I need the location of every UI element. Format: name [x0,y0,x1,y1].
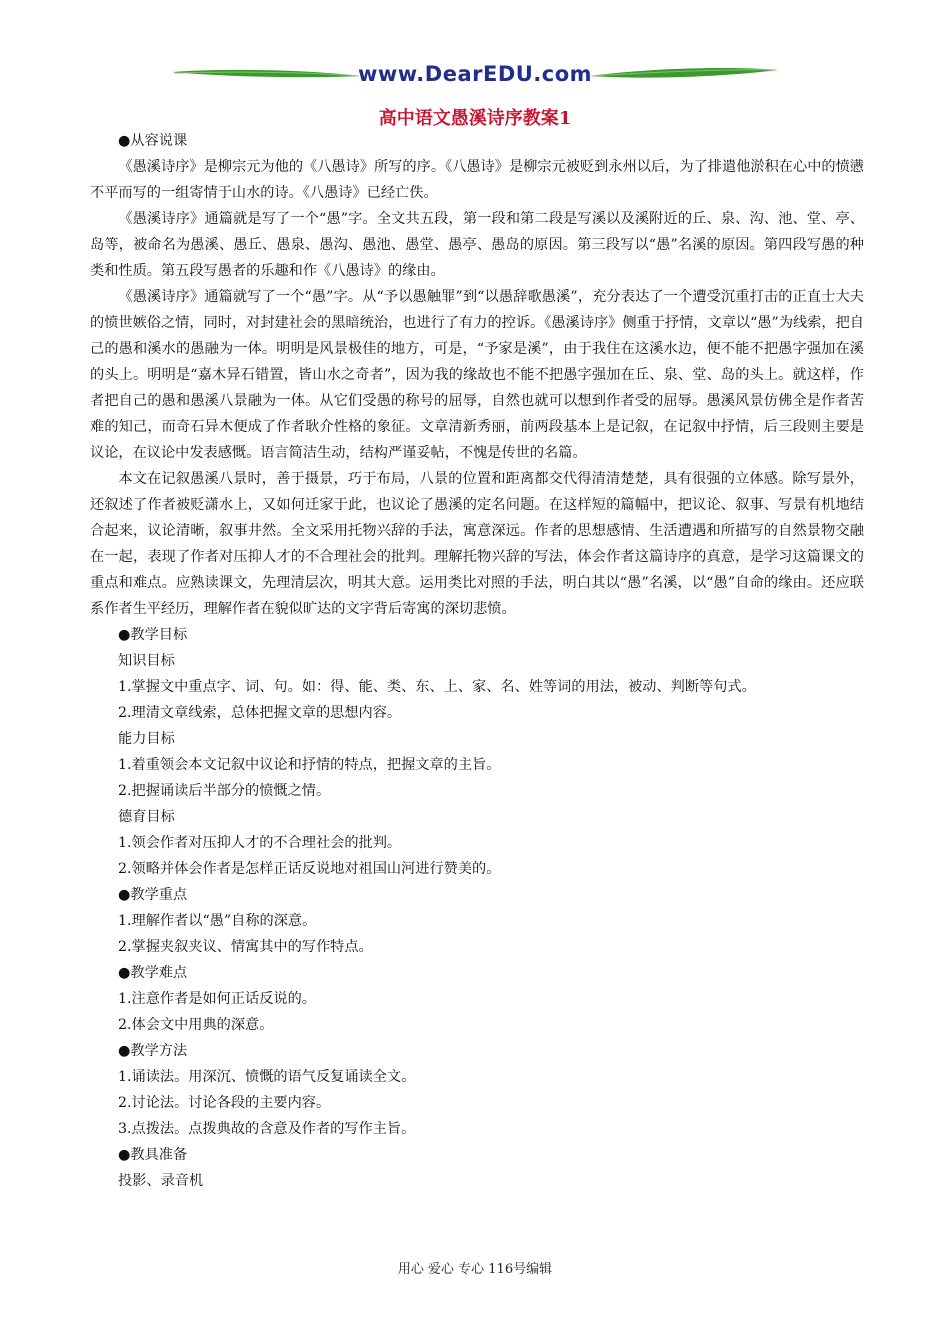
tools-text: 投影、录音机 [118,1173,204,1189]
section-heading-intro: ●从容说课 [118,133,188,149]
page-title: 高中语文愚溪诗序教案1 [378,108,572,129]
list-item: 2.把握诵读后半部分的愤慨之情。 [118,783,331,799]
document-body [90,128,864,1194]
intro-paragraph-3: 《愚溪诗序》通篇就写了一个“愚”字。从“予以愚触罪”到“以愚辞歌愚溪”，充分表达了一个遭受沉重打击的正直士大夫的愤世嫉俗之情，同时，对封建社会的黑暗统治，也进行了有力的控诉。《愚溪诗序》侧重于抒情，文章以“愚”为线索，把自己的愚和溪水的愚融为一体。明明是风景极佳的地方，可是，“予家是溪”，由于我住在这溪水边，便不能不把愚字强加在溪的头上。明明是“嘉木异石错置，皆山水之奇者”，因为我的缘故也不能不把愚字强加在丘、泉、堂、岛的头上。就这样，作者把自己的愚和愚溪八景融为一体。从它们受愚的称号的屈辱，自然也就可以想到作者受的屈辱。愚溪风景仿佛全是作者苦难的知己，而奇石异木便成了作者耿介性格的象征。文章清新秀丽，前两段基本上是记叙，在记叙中抒情，后三段则主要是议论，在议论中发表感慨。语言简洁生动，结构严谨妥帖，不愧是传世的名篇。 [90,289,864,461]
list-item: 2.讨论法。讨论各段的主要内容。 [118,1095,331,1111]
subheading-knowledge: 知识目标 [118,653,175,669]
list-item: 1.领会作者对压抑人才的不合理社会的批判。 [118,835,402,851]
banner-site-name: www.DearEDU.com [357,62,593,86]
list-item: 2.理清文章线索，总体把握文章的思想内容。 [118,705,402,721]
section-heading-tools: ●教具准备 [118,1147,188,1163]
intro-paragraph-2: 《愚溪诗序》通篇就是写了一个“愚”字。全文共五段，第一段和第二段是写溪以及溪附近的丘、泉、沟、池、堂、亭、岛等，被命名为愚溪、愚丘、愚泉、愚沟、愚池、愚堂、愚亭、愚岛的原因。第三段写以“愚”名溪的原因。第四段写愚的种类和性质。第五段写愚者的乐趣和作《八愚诗》的缘由。 [90,211,864,279]
page-footer: 用心 爱心 专心 116号编辑 [397,1262,553,1277]
list-item: 2.领略并体会作者是怎样正话反说地对祖国山河进行赞美的。 [118,861,501,877]
list-item: 1.掌握文中重点字、词、句。如：得、能、类、东、上、家、名、姓等词的用法，被动、判断等句式。 [118,679,756,695]
list-item: 1.注意作者是如何正话反说的。 [118,991,316,1007]
section-heading-key-points: ●教学重点 [118,887,188,903]
intro-paragraph-4: 本文在记叙愚溪八景时，善于摄景，巧于布局，八景的位置和距离都交代得清清楚楚，具有很强的立体感。除写景外，还叙述了作者被贬潇水上，又如何迁家于此，也议论了愚溪的定名问题。在这样短的篇幅中，把议论、叙事、写景有机地结合起来，议论清晰，叙事井然。全文采用托物兴辞的手法，寓意深远。作者的思想感情、生活遭遇和所描写的自然景物交融在一起，表现了作者对压抑人才的不合理社会的批判。理解托物兴辞的写法，体会作者这篇诗序的真意，是学习这篇课文的重点和难点。应熟读课文，先理清层次，明其大意。运用类比对照的手法，明白其以“愚”名溪，以“愚”自命的缘由。还应联系作者生平经历，理解作者在貌似旷达的文字背后寄寓的深切悲愤。 [90,471,864,617]
list-item: 1.理解作者以“愚”自称的深意。 [118,913,317,929]
list-item: 2.掌握夹叙夹议、情寓其中的写作特点。 [118,939,373,955]
list-item: 1.着重领会本文记叙中议论和抒情的特点，把握文章的主旨。 [118,757,501,773]
intro-paragraph-1: 《愚溪诗序》是柳宗元为他的《八愚诗》所写的序。《八愚诗》是柳宗元被贬到永州以后，为了排遣他淤积在心中的愤懑不平而写的一组寄情于山水的诗。《八愚诗》已经亡佚。 [90,159,864,201]
section-heading-goals: ●教学目标 [118,627,188,643]
list-item: 2.体会文中用典的深意。 [118,1017,274,1033]
section-heading-difficulties: ●教学难点 [118,965,188,981]
list-item: 3.点拨法。点拨典故的含意及作者的写作主旨。 [118,1121,416,1137]
subheading-ability: 能力目标 [118,731,175,747]
section-heading-methods: ●教学方法 [118,1043,188,1059]
list-item: 1.诵读法。用深沉、愤慨的语气反复诵读全文。 [118,1069,416,1085]
subheading-moral: 德育目标 [118,809,175,825]
site-banner [170,58,780,92]
